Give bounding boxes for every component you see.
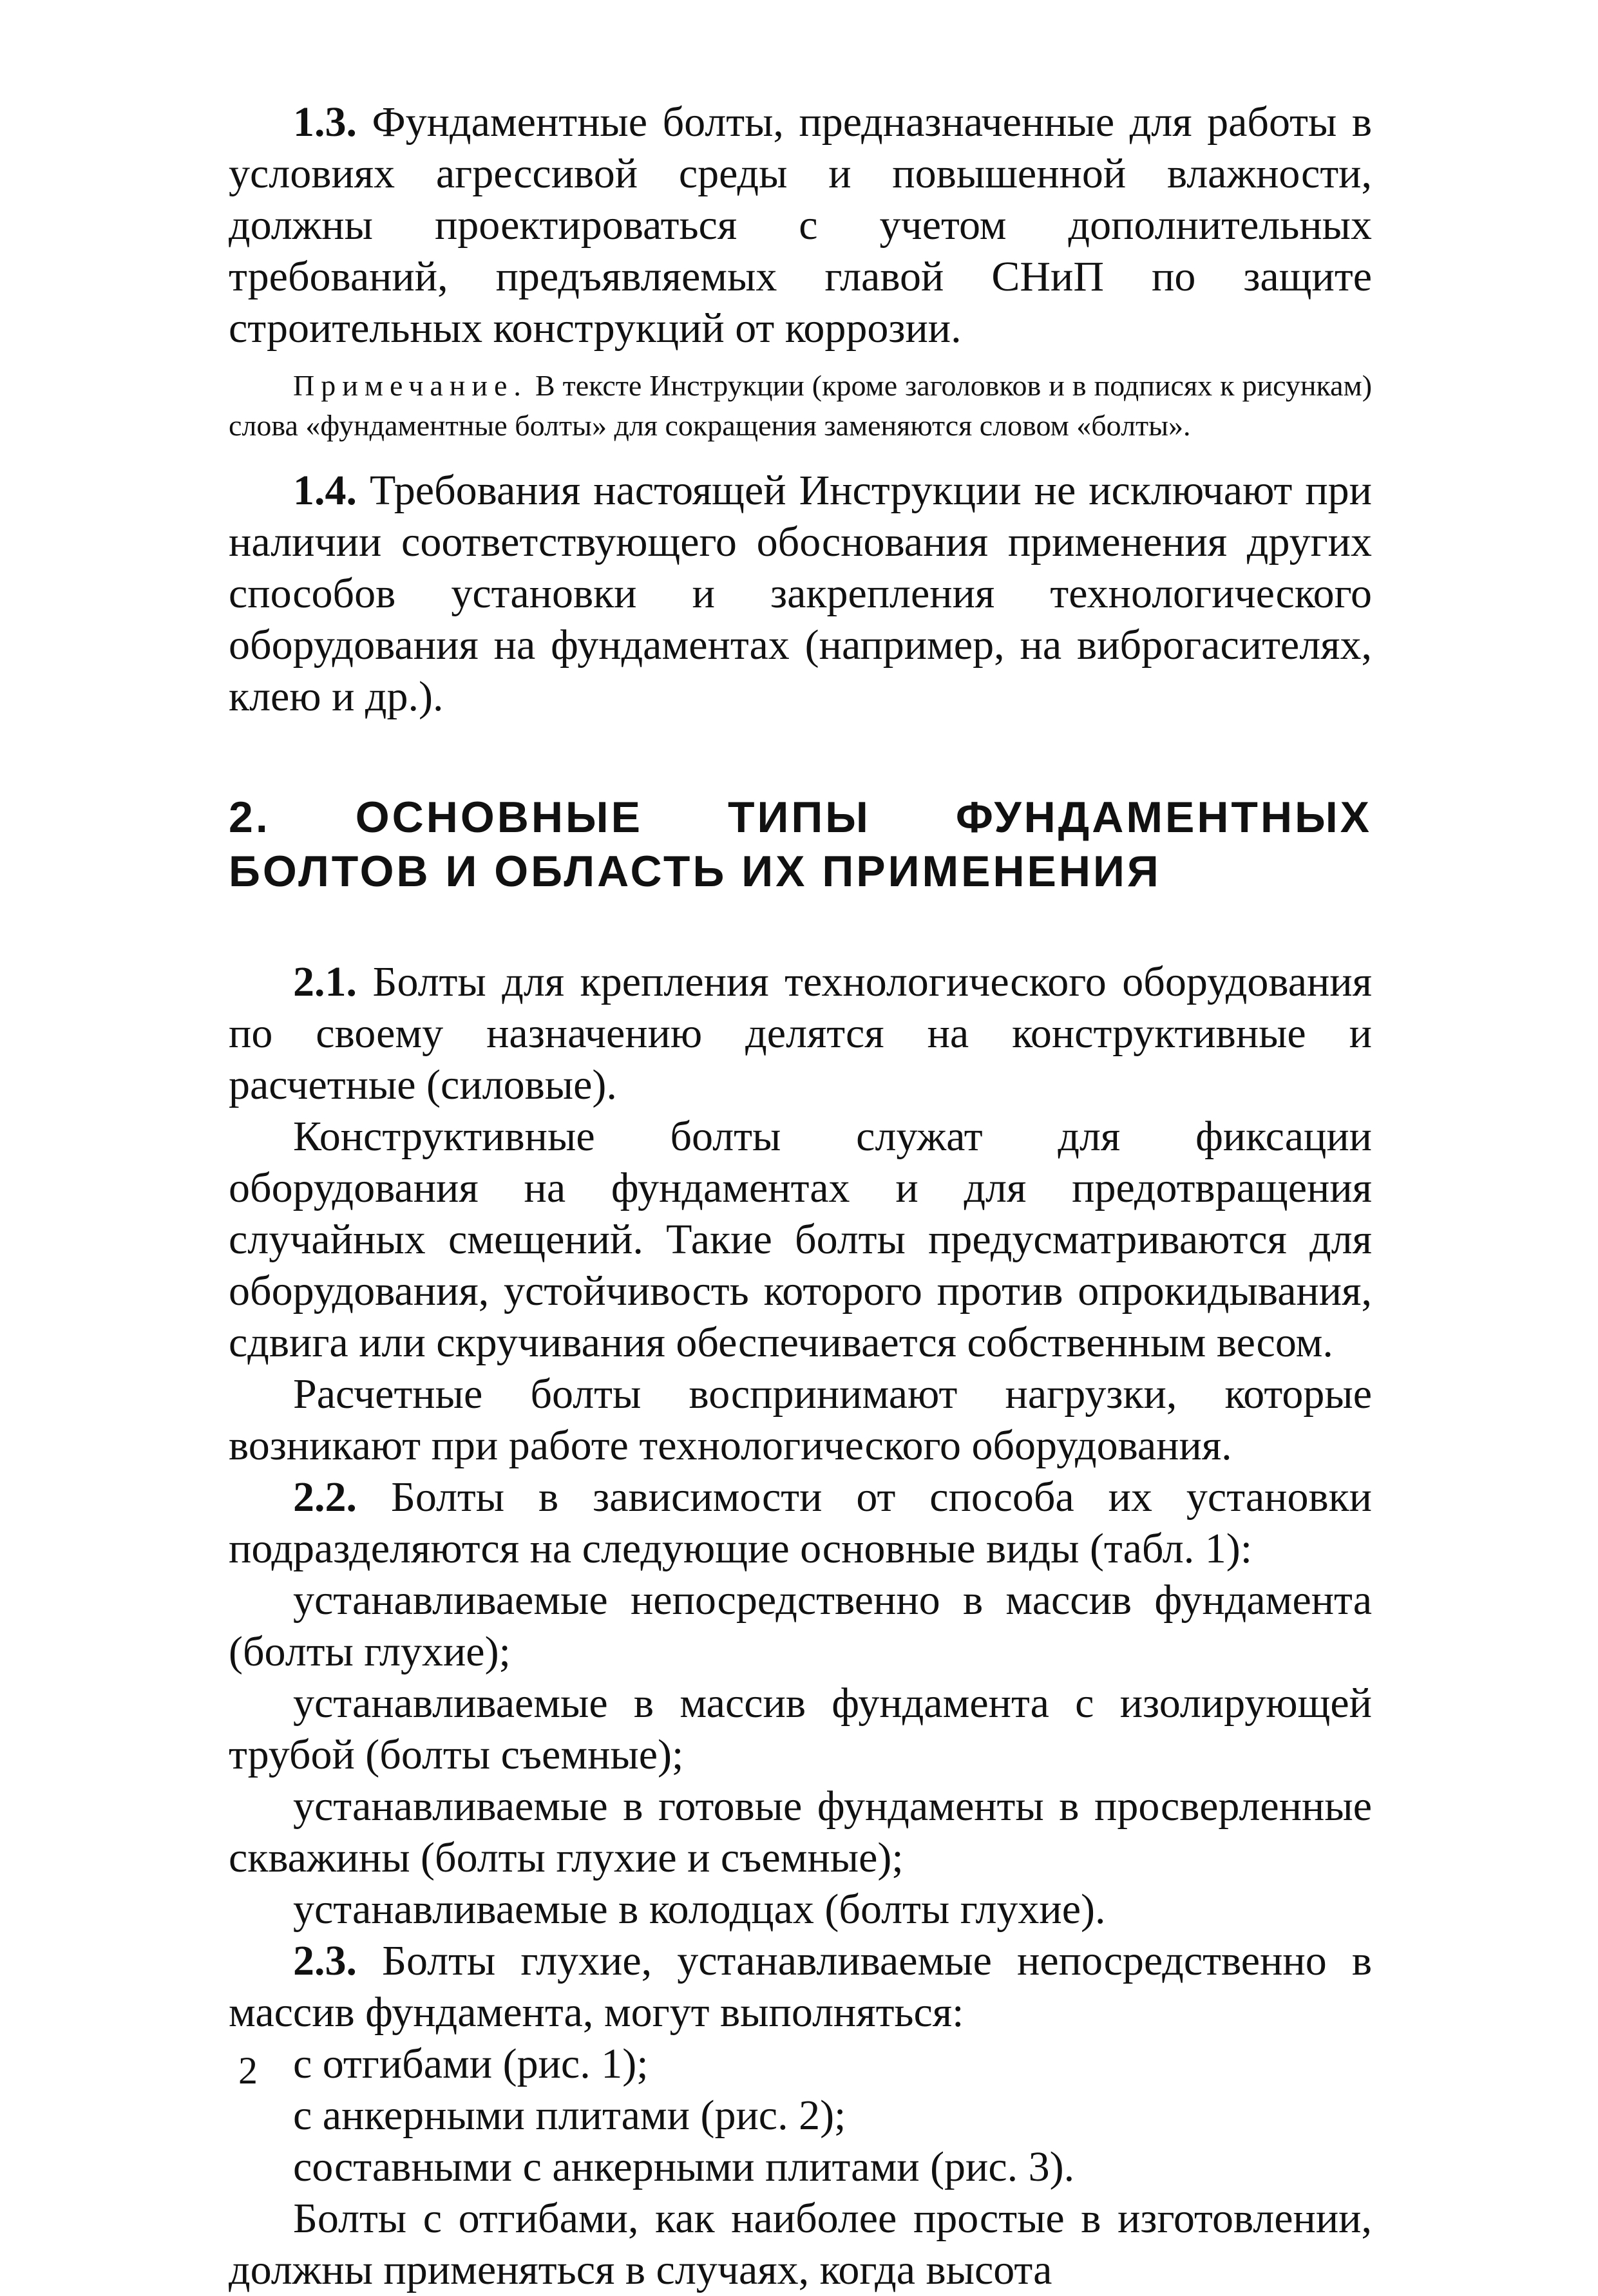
- section-number: 2.2.: [293, 1474, 357, 1521]
- paragraph-konstruktivnye: Конструктивные болты служат для фиксации оборудования на фундаментах и для предотвращения случайных смещений. Такие болты предусматриваются для оборудования, устойчивость которого против опрокидывания, сдвига или скручивания обеспечивается собственным весом.: [229, 1113, 1372, 1366]
- section-text: Требования настоящей Инструкции не исключают при наличии соответствующего обоснования применения других способов установки и закрепления технологического оборудования на фундаментах (например, на виброгасителях, клею и др.).: [229, 467, 1372, 720]
- note-label: Примечание.: [293, 369, 528, 402]
- section-2-3: [229, 1935, 1372, 2038]
- list-item: устанавливаемые в колодцах (болты глухие).: [293, 1886, 1106, 1933]
- section-text: Болты для крепления технологического оборудования по своему назначению делятся на конструктивные и расчетные (силовые).: [229, 958, 1372, 1108]
- section-number: 2.3.: [293, 1937, 357, 1984]
- section-2-2: [229, 1472, 1372, 1575]
- note-text: В тексте Инструкции (кроме заголовков и в подписях к рисункам) слова «фундаментные болты» для сокращения заменяются словом «болты».: [229, 369, 1373, 442]
- section-number: 1.3.: [293, 99, 357, 146]
- section-text: Болты в зависимости от способа их установки подразделяются на следующие основные виды (табл. 1):: [229, 1474, 1373, 1572]
- page-number: 2: [238, 2049, 258, 2092]
- section-number: 1.4.: [293, 467, 357, 514]
- section-number: 2.1.: [293, 958, 357, 1005]
- section-2-1: [229, 956, 1372, 1111]
- list-item: устанавливаемые в массив фундамента с изолирующей трубой (болты съемные);: [229, 1680, 1372, 1778]
- section-text: Фундаментные болты, предназначенные для работы в условиях агрессивой среды и повышенной влажности, должны проектироваться с учетом дополнительных требований, предъявляемых главой СНиП по защите строительных конструкций от коррозии.: [229, 99, 1372, 352]
- list-item: составными с анкерными плитами (рис. 3).: [293, 2143, 1075, 2190]
- section-text: Болты глухие, устанавливаемые непосредственно в массив фундамента, могут выполняться:: [229, 1937, 1372, 2036]
- list-item: с анкерными плитами (рис. 2);: [293, 2092, 846, 2139]
- paragraph-raschetnye: Расчетные болты воспринимают нагрузки, которые возникают при работе технологического оборудования.: [229, 1371, 1372, 1469]
- list-item: с отгибами (рис. 1);: [293, 2040, 649, 2087]
- section-1-4: [229, 465, 1372, 723]
- note: [229, 366, 1372, 446]
- list-item: устанавливаемые в готовые фундаменты в просверленные скважины (болты глухие и съемные);: [229, 1783, 1372, 1881]
- section-heading: 2. ОСНОВНЫЕ ТИПЫ ФУНДАМЕНТНЫХ БОЛТОВ И ОБЛАСТЬ ИХ ПРИМЕНЕНИЯ: [229, 793, 1372, 896]
- paragraph-otgiby: Болты с отгибами, как наиболее простые в изготовлении, должны применяться в случаях, когда высота: [229, 2195, 1372, 2293]
- section-1-3: [229, 97, 1372, 354]
- list-item: устанавливаемые непосредственно в массив фундамента (болты глухие);: [229, 1577, 1372, 1675]
- page-content: [229, 97, 1372, 2296]
